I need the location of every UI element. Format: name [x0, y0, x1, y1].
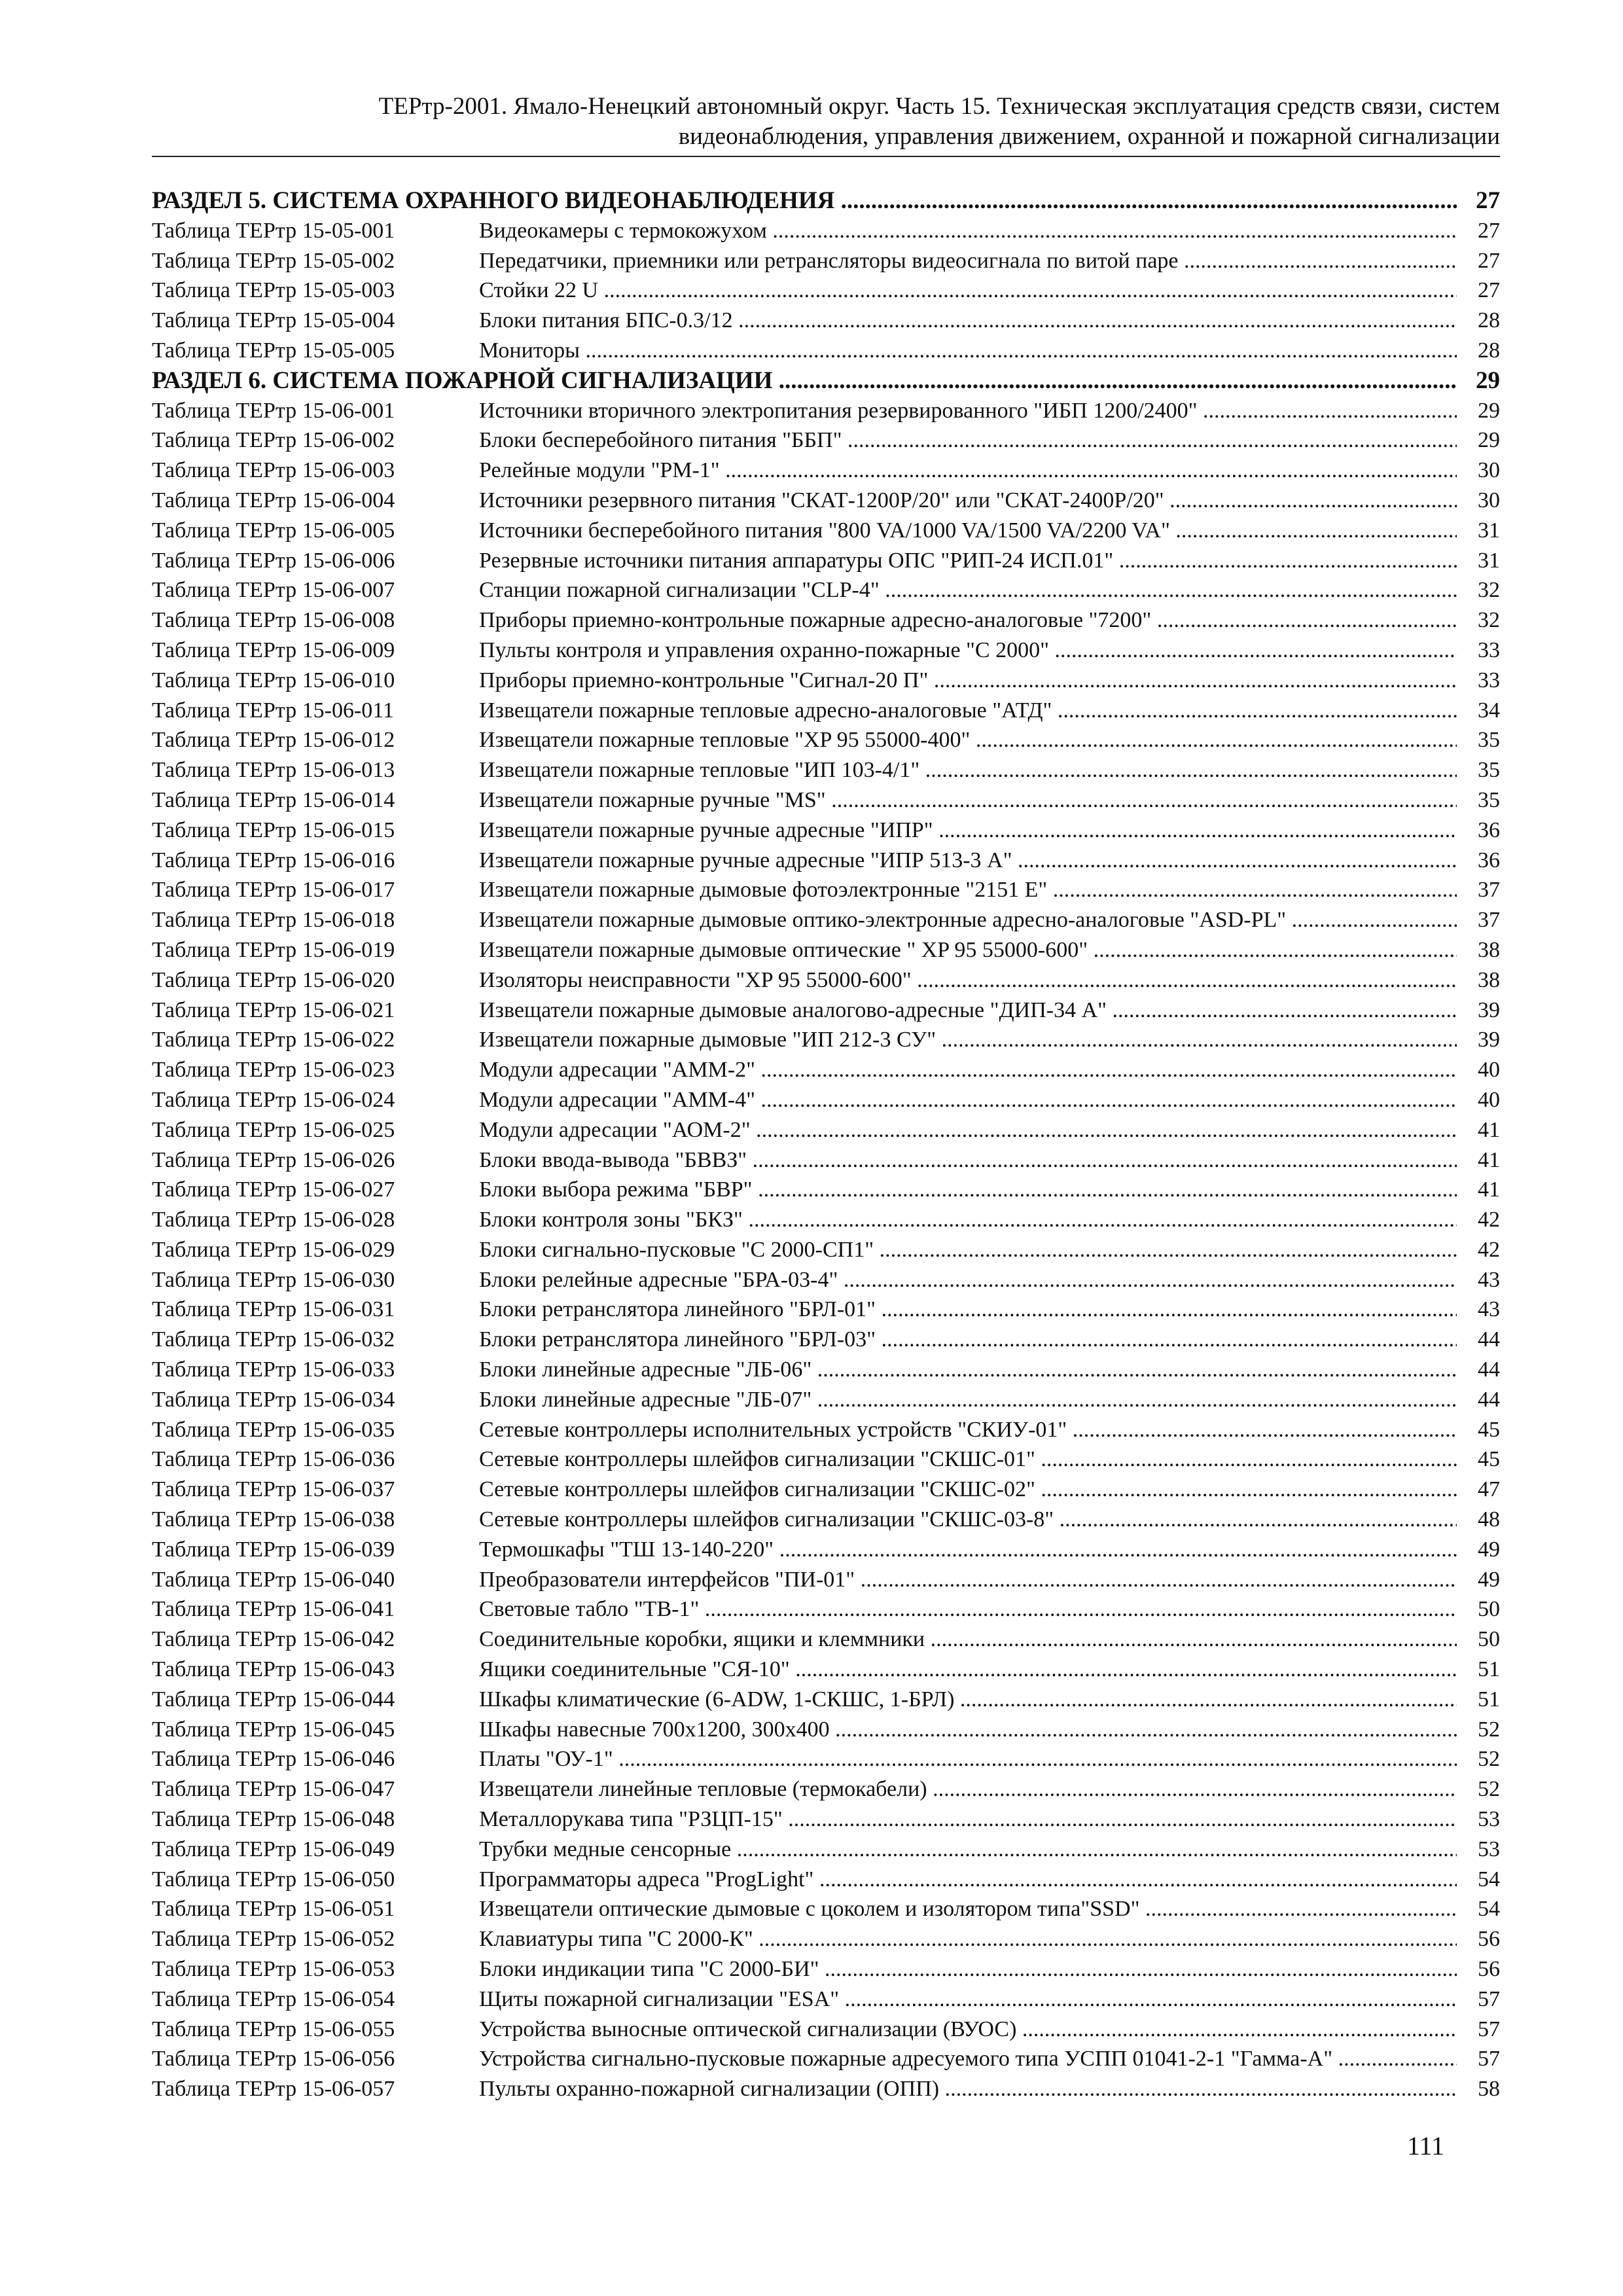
entry-table-label: Таблица ТЕРтр 15-06-056 [152, 2047, 395, 2072]
entry-table-label: Таблица ТЕРтр 15-06-035 [152, 1417, 395, 1442]
entry-table-label: Таблица ТЕРтр 15-06-003 [152, 458, 395, 483]
toc-entry[interactable] [152, 1565, 1500, 1595]
section-title: РАЗДЕЛ 5. СИСТЕМА ОХРАННОГО ВИДЕОНАБЛЮДЕНИЯ ..... [152, 186, 1457, 216]
entry-title: Извещатели пожарные ручные адресные "ИПР 513-3 А" ..... [479, 846, 1457, 876]
table-of-contents [152, 186, 1500, 2104]
entry-table-label: Таблица ТЕРтр 15-05-001 [152, 218, 395, 243]
entry-page-number: 31 [1457, 516, 1500, 546]
entry-title: Блоки ввода-вывода "БВВЗ" ..... [479, 1145, 1457, 1175]
toc-entry[interactable] [152, 1355, 1500, 1385]
entry-table-label: Таблица ТЕРтр 15-06-032 [152, 1327, 395, 1352]
entry-title: Источники бесперебойного питания "800 VA/1000 VA/1500 VA/2200 VA" ..... [479, 516, 1457, 546]
entry-page-number: 37 [1457, 905, 1500, 935]
toc-entry[interactable] [152, 336, 1500, 366]
section-title: РАЗДЕЛ 6. СИСТЕМА ПОЖАРНОЙ СИГНАЛИЗАЦИИ ..... [152, 366, 1457, 396]
entry-table-label: Таблица ТЕРтр 15-06-017 [152, 878, 395, 903]
entry-table-label: Таблица ТЕРтр 15-06-015 [152, 817, 395, 842]
entry-page-number: 41 [1457, 1175, 1500, 1205]
entry-title: Преобразователи интерфейсов "ПИ-01" ..... [479, 1565, 1457, 1595]
toc-entry[interactable] [152, 425, 1500, 456]
entry-page-number: 42 [1457, 1235, 1500, 1265]
entry-title: Извещатели пожарные дымовые оптико-электронные адресно-аналоговые "ASD-PL" ..... [479, 905, 1457, 935]
entry-table-label: Таблица ТЕРтр 15-06-019 [152, 937, 395, 962]
entry-table-label: Таблица ТЕРтр 15-06-029 [152, 1237, 395, 1262]
entry-page-number: 44 [1457, 1355, 1500, 1385]
entry-page-number: 54 [1457, 1865, 1500, 1895]
toc-entry[interactable] [152, 1894, 1500, 1924]
entry-title: Термошкафы "ТШ 13-140-220" ..... [479, 1535, 1457, 1565]
entry-title: Изоляторы неисправности "XP 95 55000-600" ..... [479, 965, 1457, 996]
toc-entry[interactable] [152, 1865, 1500, 1895]
entry-page-number: 56 [1457, 1954, 1500, 1984]
entry-table-label: Таблица ТЕРтр 15-06-053 [152, 1957, 395, 1982]
entry-title: Извещатели пожарные дымовые "ИП 212-3 СУ" ..... [479, 1025, 1457, 1055]
entry-page-number: 50 [1457, 1594, 1500, 1624]
entry-page-number: 36 [1457, 846, 1500, 876]
entry-title: Сетевые контроллеры исполнительных устройств "СКИУ-01" ..... [479, 1415, 1457, 1445]
entry-table-label: Таблица ТЕРтр 15-06-048 [152, 1807, 395, 1832]
entry-table-label: Таблица ТЕРтр 15-05-004 [152, 308, 395, 333]
toc-section-heading[interactable] [152, 366, 1500, 396]
entry-table-label: Таблица ТЕРтр 15-06-012 [152, 728, 395, 753]
toc-entry[interactable] [152, 1235, 1500, 1265]
entry-title: Устройства выносные оптической сигнализации (ВУОС) ..... [479, 2015, 1457, 2045]
toc-entry[interactable] [152, 666, 1500, 696]
entry-table-label: Таблица ТЕРтр 15-06-007 [152, 578, 395, 603]
toc-entry[interactable] [152, 1685, 1500, 1715]
toc-entry[interactable] [152, 486, 1500, 516]
entry-title: Модули адресации "АММ-2" ..... [479, 1055, 1457, 1085]
entry-title: Шкафы климатические (6-ADW, 1-СКШС, 1-БРЛ) ..... [479, 1685, 1457, 1715]
entry-table-label: Таблица ТЕРтр 15-06-050 [152, 1867, 395, 1892]
entry-table-label: Таблица ТЕРтр 15-06-042 [152, 1627, 395, 1652]
entry-title: Блоки индикации типа "С 2000-БИ" ..... [479, 1954, 1457, 1984]
toc-entry[interactable] [152, 276, 1500, 306]
entry-table-label: Таблица ТЕРтр 15-06-025 [152, 1117, 395, 1142]
entry-title: Извещатели пожарные тепловые "XP 95 55000-400" ..... [479, 725, 1457, 755]
section-page-number: 29 [1457, 366, 1500, 396]
entry-table-label: Таблица ТЕРтр 15-05-003 [152, 278, 395, 303]
entry-title: Извещатели пожарные тепловые "ИП 103-4/1" ..... [479, 755, 1457, 785]
entry-title: Стойки 22 U ..... [479, 276, 1457, 306]
entry-page-number: 52 [1457, 1744, 1500, 1774]
toc-entry[interactable] [152, 636, 1500, 666]
toc-entry[interactable] [152, 935, 1500, 965]
entry-page-number: 34 [1457, 696, 1500, 726]
entry-table-label: Таблица ТЕРтр 15-06-051 [152, 1897, 395, 1922]
entry-title: Извещатели линейные тепловые (термокабели) ..... [479, 1774, 1457, 1804]
entry-table-label: Таблица ТЕРтр 15-06-026 [152, 1147, 395, 1172]
toc-entry[interactable] [152, 846, 1500, 876]
entry-table-label: Таблица ТЕРтр 15-06-018 [152, 908, 395, 933]
entry-title: Металлорукава типа "РЗЦП-15" ..... [479, 1804, 1457, 1835]
entry-page-number: 41 [1457, 1115, 1500, 1145]
entry-page-number: 52 [1457, 1774, 1500, 1804]
toc-entry[interactable] [152, 1444, 1500, 1475]
entry-title: Ящики соединительные "СЯ-10" ..... [479, 1655, 1457, 1685]
entry-table-label: Таблица ТЕРтр 15-06-033 [152, 1357, 395, 1382]
running-header-line-2: видеонаблюдения, управления движением, охранной и пожарной сигнализации [678, 123, 1500, 150]
entry-page-number: 58 [1457, 2074, 1500, 2104]
toc-entry[interactable] [152, 1715, 1500, 1745]
entry-table-label: Таблица ТЕРтр 15-06-024 [152, 1087, 395, 1112]
entry-page-number: 29 [1457, 425, 1500, 456]
entry-table-label: Таблица ТЕРтр 15-06-011 [152, 698, 395, 723]
entry-table-label: Таблица ТЕРтр 15-06-052 [152, 1927, 395, 1952]
toc-entry[interactable] [152, 1295, 1500, 1325]
toc-entry[interactable] [152, 1205, 1500, 1235]
entry-page-number: 27 [1457, 246, 1500, 276]
entry-table-label: Таблица ТЕРтр 15-06-023 [152, 1058, 395, 1083]
entry-table-label: Таблица ТЕРтр 15-05-002 [152, 248, 395, 273]
entry-table-label: Таблица ТЕРтр 15-06-028 [152, 1208, 395, 1232]
entry-table-label: Таблица ТЕРтр 15-06-039 [152, 1537, 395, 1562]
entry-table-label: Таблица ТЕРтр 15-06-046 [152, 1747, 395, 1772]
entry-table-label: Таблица ТЕРтр 15-06-008 [152, 608, 395, 633]
entry-title: Блоки ретранслятора линейного "БРЛ-03" ..... [479, 1325, 1457, 1355]
toc-entry[interactable] [152, 1175, 1500, 1205]
entry-table-label: Таблица ТЕРтр 15-06-021 [152, 997, 395, 1022]
entry-title: Источники вторичного электропитания резервированного "ИБП 1200/2400" ..... [479, 396, 1457, 426]
toc-entry[interactable] [152, 1984, 1500, 2015]
entry-page-number: 37 [1457, 875, 1500, 905]
page-number: 111 [1407, 2131, 1445, 2161]
entry-page-number: 39 [1457, 996, 1500, 1026]
entry-table-label: Таблица ТЕРтр 15-06-038 [152, 1507, 395, 1532]
running-header [152, 92, 1500, 157]
entry-title: Источники резервного питания "СКАТ-1200Р/20" или "СКАТ-2400Р/20" ..... [479, 486, 1457, 516]
entry-table-label: Таблица ТЕРтр 15-06-049 [152, 1837, 395, 1861]
entry-title: Извещатели пожарные ручные "MS" ..... [479, 785, 1457, 816]
entry-title: Передатчики, приемники или ретрансляторы видеосигнала по витой паре ..... [479, 246, 1457, 276]
entry-title: Релейные модули "РМ-1" ..... [479, 456, 1457, 486]
toc-entry[interactable] [152, 1085, 1500, 1115]
entry-table-label: Таблица ТЕРтр 15-06-014 [152, 787, 395, 812]
entry-table-label: Таблица ТЕРтр 15-06-002 [152, 428, 395, 453]
entry-title: Блоки бесперебойного питания "ББП" ..... [479, 425, 1457, 456]
entry-title: Блоки питания БПС-0.3/12 ..... [479, 306, 1457, 336]
toc-entry[interactable] [152, 1055, 1500, 1085]
entry-table-label: Таблица ТЕРтр 15-06-016 [152, 848, 395, 872]
entry-title: Платы "ОУ-1" ..... [479, 1744, 1457, 1774]
toc-entry[interactable] [152, 546, 1500, 576]
entry-page-number: 50 [1457, 1624, 1500, 1655]
entry-title: Пульты охранно-пожарной сигнализации (ОПП) ..... [479, 2074, 1457, 2104]
section-page-number: 27 [1457, 186, 1500, 216]
running-header-line-1: ТЕРтр-2001. Ямало-Ненецкий автономный округ. Часть 15. Техническая эксплуатация средств связи, систем [378, 93, 1500, 120]
entry-table-label: Таблица ТЕРтр 15-06-030 [152, 1267, 395, 1292]
toc-entry[interactable] [152, 605, 1500, 636]
entry-table-label: Таблица ТЕРтр 15-06-013 [152, 758, 395, 783]
entry-title: Извещатели пожарные дымовые аналогово-адресные "ДИП-34 А" ..... [479, 996, 1457, 1026]
entry-page-number: 52 [1457, 1715, 1500, 1745]
entry-page-number: 27 [1457, 276, 1500, 306]
entry-table-label: Таблица ТЕРтр 15-06-027 [152, 1177, 395, 1202]
entry-page-number: 38 [1457, 965, 1500, 996]
entry-page-number: 57 [1457, 2044, 1500, 2074]
toc-entry[interactable] [152, 575, 1500, 605]
entry-title: Блоки линейные адресные "ЛБ-06" ..... [479, 1355, 1457, 1385]
entry-title: Станции пожарной сигнализации "CLP-4" ..... [479, 575, 1457, 605]
entry-table-label: Таблица ТЕРтр 15-06-022 [152, 1028, 395, 1052]
toc-entry[interactable] [152, 785, 1500, 816]
toc-entry[interactable] [152, 2044, 1500, 2074]
entry-title: Световые табло "ТВ-1" ..... [479, 1594, 1457, 1624]
toc-entry[interactable] [152, 1954, 1500, 1984]
entry-page-number: 53 [1457, 1804, 1500, 1835]
entry-page-number: 36 [1457, 816, 1500, 846]
toc-entry[interactable] [152, 755, 1500, 785]
entry-title: Извещатели пожарные ручные адресные "ИПР" ..... [479, 816, 1457, 846]
entry-page-number: 27 [1457, 216, 1500, 246]
toc-entry[interactable] [152, 1115, 1500, 1145]
toc-entry[interactable] [152, 905, 1500, 935]
entry-page-number: 45 [1457, 1415, 1500, 1445]
entry-title: Модули адресации "АММ-4" ..... [479, 1085, 1457, 1115]
toc-entry[interactable] [152, 1594, 1500, 1624]
entry-table-label: Таблица ТЕРтр 15-06-010 [152, 668, 395, 692]
toc-entry[interactable] [152, 306, 1500, 336]
entry-title: Видеокамеры с термокожухом ..... [479, 216, 1457, 246]
toc-entry[interactable] [152, 1385, 1500, 1415]
toc-entry[interactable] [152, 725, 1500, 755]
entry-page-number: 48 [1457, 1505, 1500, 1535]
entry-page-number: 35 [1457, 725, 1500, 755]
entry-page-number: 41 [1457, 1145, 1500, 1175]
entry-page-number: 30 [1457, 486, 1500, 516]
entry-title: Устройства сигнально-пусковые пожарные адресуемого типа УСПП 01041-2-1 "Гамма-А" ..... [479, 2044, 1457, 2074]
entry-title: Блоки контроля зоны "БКЗ" ..... [479, 1205, 1457, 1235]
entry-table-label: Таблица ТЕРтр 15-06-043 [152, 1657, 395, 1682]
toc-entry[interactable] [152, 1535, 1500, 1565]
entry-table-label: Таблица ТЕРтр 15-06-044 [152, 1687, 395, 1712]
entry-page-number: 56 [1457, 1924, 1500, 1954]
toc-entry[interactable] [152, 2074, 1500, 2104]
entry-page-number: 44 [1457, 1385, 1500, 1415]
toc-entry[interactable] [152, 996, 1500, 1026]
entry-page-number: 51 [1457, 1655, 1500, 1685]
toc-entry[interactable] [152, 1145, 1500, 1175]
entry-page-number: 54 [1457, 1894, 1500, 1924]
entry-table-label: Таблица ТЕРтр 15-06-009 [152, 637, 395, 662]
toc-entry[interactable] [152, 456, 1500, 486]
entry-title: Сетевые контроллеры шлейфов сигнализации "СКШС-03-8" ..... [479, 1505, 1457, 1535]
toc-entry[interactable] [152, 1624, 1500, 1655]
toc-entry[interactable] [152, 816, 1500, 846]
toc-entry[interactable] [152, 1025, 1500, 1055]
entry-page-number: 29 [1457, 396, 1500, 426]
entry-title: Резервные источники питания аппаратуры ОПС "РИП-24 ИСП.01" ..... [479, 546, 1457, 576]
entry-page-number: 43 [1457, 1265, 1500, 1295]
toc-entry[interactable] [152, 1505, 1500, 1535]
entry-table-label: Таблица ТЕРтр 15-05-005 [152, 338, 395, 363]
entry-page-number: 30 [1457, 456, 1500, 486]
toc-entry[interactable] [152, 2015, 1500, 2045]
entry-page-number: 49 [1457, 1565, 1500, 1595]
entry-page-number: 43 [1457, 1295, 1500, 1325]
entry-page-number: 53 [1457, 1835, 1500, 1865]
entry-title: Блоки ретранслятора линейного "БРЛ-01" ..... [479, 1295, 1457, 1325]
entry-page-number: 33 [1457, 636, 1500, 666]
toc-entry[interactable] [152, 1475, 1500, 1505]
entry-title: Блоки выбора режима "БВР" ..... [479, 1175, 1457, 1205]
toc-entry[interactable] [152, 1924, 1500, 1954]
entry-page-number: 44 [1457, 1325, 1500, 1355]
entry-page-number: 42 [1457, 1205, 1500, 1235]
entry-table-label: Таблица ТЕРтр 15-06-047 [152, 1777, 395, 1802]
entry-table-label: Таблица ТЕРтр 15-06-040 [152, 1567, 395, 1592]
entry-table-label: Таблица ТЕРтр 15-06-055 [152, 2017, 395, 2041]
entry-table-label: Таблица ТЕРтр 15-06-006 [152, 548, 395, 573]
entry-page-number: 35 [1457, 755, 1500, 785]
entry-table-label: Таблица ТЕРтр 15-06-054 [152, 1986, 395, 2011]
entry-title: Извещатели оптические дымовые с цоколем и изолятором типа"SSD" ..... [479, 1894, 1457, 1924]
entry-table-label: Таблица ТЕРтр 15-06-004 [152, 488, 395, 512]
toc-entry[interactable] [152, 875, 1500, 905]
entry-title: Модули адресации "АОМ-2" ..... [479, 1115, 1457, 1145]
entry-title: Приборы приемно-контрольные "Сигнал-20 П" ..... [479, 666, 1457, 696]
entry-table-label: Таблица ТЕРтр 15-06-034 [152, 1387, 395, 1412]
entry-title: Шкафы навесные 700х1200, 300х400 ..... [479, 1715, 1457, 1745]
entry-page-number: 28 [1457, 306, 1500, 336]
toc-entry[interactable] [152, 1325, 1500, 1355]
entry-table-label: Таблица ТЕРтр 15-06-045 [152, 1717, 395, 1742]
entry-table-label: Таблица ТЕРтр 15-06-037 [152, 1477, 395, 1502]
toc-entry[interactable] [152, 516, 1500, 546]
entry-title: Сетевые контроллеры шлейфов сигнализации "СКШС-01" ..... [479, 1444, 1457, 1475]
toc-entry[interactable] [152, 1804, 1500, 1835]
entry-page-number: 35 [1457, 785, 1500, 816]
entry-table-label: Таблица ТЕРтр 15-06-057 [152, 2077, 395, 2102]
entry-title: Блоки сигнально-пусковые "С 2000-СП1" ..... [479, 1235, 1457, 1265]
entry-page-number: 51 [1457, 1685, 1500, 1715]
entry-title: Клавиатуры типа "С 2000-К" ..... [479, 1924, 1457, 1954]
entry-table-label: Таблица ТЕРтр 15-06-001 [152, 398, 395, 423]
entry-table-label: Таблица ТЕРтр 15-06-036 [152, 1447, 395, 1472]
toc-entry[interactable] [152, 1265, 1500, 1295]
entry-table-label: Таблица ТЕРтр 15-06-041 [152, 1597, 395, 1622]
toc-entry[interactable] [152, 696, 1500, 726]
entry-page-number: 33 [1457, 666, 1500, 696]
toc-entry[interactable] [152, 216, 1500, 246]
entry-title: Блоки релейные адресные "БРА-03-4" ..... [479, 1265, 1457, 1295]
entry-title: Приборы приемно-контрольные пожарные адресно-аналоговые "7200" ..... [479, 605, 1457, 636]
entry-page-number: 45 [1457, 1444, 1500, 1475]
entry-page-number: 28 [1457, 336, 1500, 366]
toc-entry[interactable] [152, 1655, 1500, 1685]
toc-entry[interactable] [152, 246, 1500, 276]
entry-page-number: 47 [1457, 1475, 1500, 1505]
entry-title: Трубки медные сенсорные ..... [479, 1835, 1457, 1865]
entry-title: Извещатели пожарные тепловые адресно-аналоговые "АТД" ..... [479, 696, 1457, 726]
toc-section-heading[interactable] [152, 186, 1500, 216]
entry-page-number: 32 [1457, 575, 1500, 605]
entry-page-number: 40 [1457, 1085, 1500, 1115]
entry-page-number: 49 [1457, 1535, 1500, 1565]
toc-entry[interactable] [152, 1835, 1500, 1865]
entry-page-number: 31 [1457, 546, 1500, 576]
toc-entry[interactable] [152, 396, 1500, 426]
entry-title: Извещатели пожарные дымовые фотоэлектронные "2151 Е" ..... [479, 875, 1457, 905]
toc-entry[interactable] [152, 1415, 1500, 1445]
entry-page-number: 32 [1457, 605, 1500, 636]
entry-title: Пульты контроля и управления охранно-пожарные "С 2000" ..... [479, 636, 1457, 666]
toc-entry[interactable] [152, 1774, 1500, 1804]
entry-page-number: 57 [1457, 2015, 1500, 2045]
entry-title: Блоки линейные адресные "ЛБ-07" ..... [479, 1385, 1457, 1415]
entry-title: Щиты пожарной сигнализации "ESA" ..... [479, 1984, 1457, 2015]
entry-title: Мониторы ..... [479, 336, 1457, 366]
entry-title: Программаторы адреса "ProgLight" ..... [479, 1865, 1457, 1895]
entry-table-label: Таблица ТЕРтр 15-06-020 [152, 967, 395, 992]
toc-entry[interactable] [152, 965, 1500, 996]
entry-table-label: Таблица ТЕРтр 15-06-005 [152, 518, 395, 543]
entry-page-number: 40 [1457, 1055, 1500, 1085]
entry-table-label: Таблица ТЕРтр 15-06-031 [152, 1297, 395, 1322]
entry-title: Извещатели пожарные дымовые оптические " XP 95 55000-600" ..... [479, 935, 1457, 965]
entry-title: Соединительные коробки, ящики и клеммники ..... [479, 1624, 1457, 1655]
entry-page-number: 38 [1457, 935, 1500, 965]
entry-title: Сетевые контроллеры шлейфов сигнализации "СКШС-02" ..... [479, 1475, 1457, 1505]
entry-page-number: 39 [1457, 1025, 1500, 1055]
entry-page-number: 57 [1457, 1984, 1500, 2015]
toc-entry[interactable] [152, 1744, 1500, 1774]
